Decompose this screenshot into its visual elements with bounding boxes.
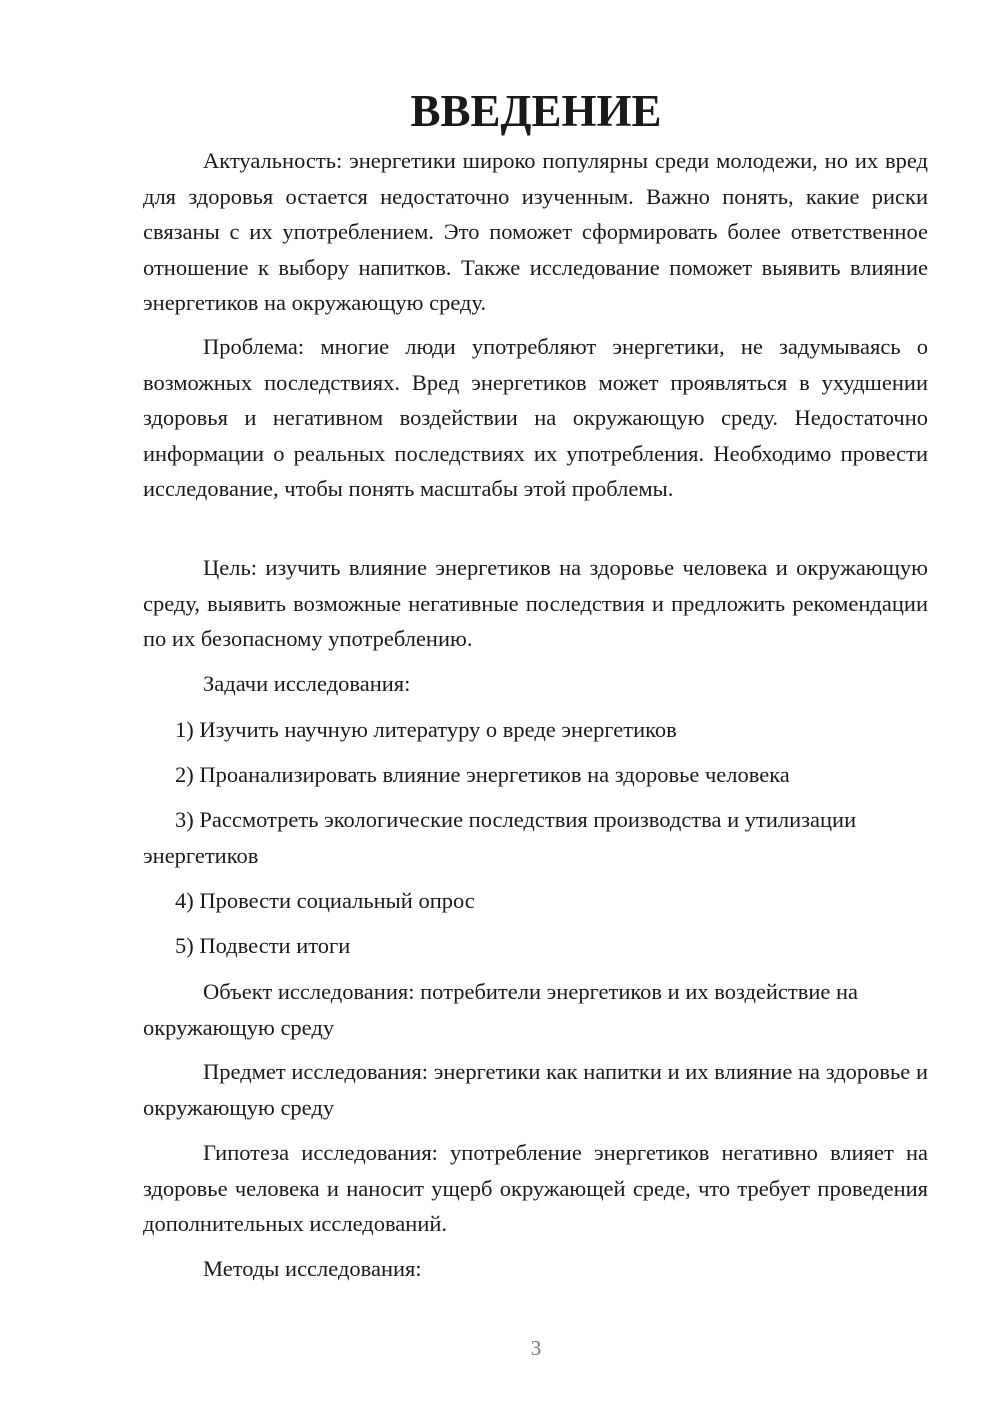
paragraph-hypothesis: Гипотеза исследования: употребление энергетиков негативно влияет на здоровье человека и наносит ущерб окружающей среде, что требует проведения дополнительных исследований. [143, 1140, 928, 1236]
list-item: 1) Изучить научную литературу о вреде энергетиков [175, 717, 677, 742]
paragraph-methods: Методы исследования: [203, 1256, 422, 1281]
paragraph-relevance: Актуальность: энергетики широко популярны среди молодежи, но их вред для здоровья остается недостаточно изученным. Важно понять, какие риски связаны с их употреблением. Это поможет сформировать более ответственное отношение к выбору напитков. Также исследование поможет выявить влияние энергетиков на окружающую среду. [143, 148, 928, 315]
list-item: 4) Провести социальный опрос [175, 888, 475, 913]
paragraph-subject: Предмет исследования: энергетики как напитки и их влияние на здоровье и окружающую среду [143, 1059, 928, 1120]
paragraph-problem: Проблема: многие люди употребляют энергетики, не задумываясь о возможных последствиях. Вред энергетиков может проявляться в ухудшении здоровья и негативном воздействии на окружающую среду. Недостаточно информации о реальных последствиях их употребления. Необходимо провести исследование, чтобы понять масштабы этой проблемы. [143, 334, 928, 501]
list-item: 2) Проанализировать влияние энергетиков на здоровье человека [175, 762, 790, 787]
paragraph-object: Объект исследования: потребители энергетиков и их воздействие на окружающую среду [143, 979, 859, 1040]
paragraph-goal: Цель: изучить влияние энергетиков на здоровье человека и окружающую среду, выявить возможные негативные последствия и предложить рекомендации по их безопасному употреблению. [143, 555, 928, 651]
list-item: 3) Рассмотреть экологические последствия производства и утилизации энергетиков [143, 807, 857, 868]
page-number: 3 [530, 1336, 542, 1360]
paragraph-tasks-intro: Задачи исследования: [203, 671, 411, 696]
list-item: 5) Подвести итоги [175, 933, 351, 958]
page-title: ВВЕДЕНИЕ [410, 86, 662, 136]
